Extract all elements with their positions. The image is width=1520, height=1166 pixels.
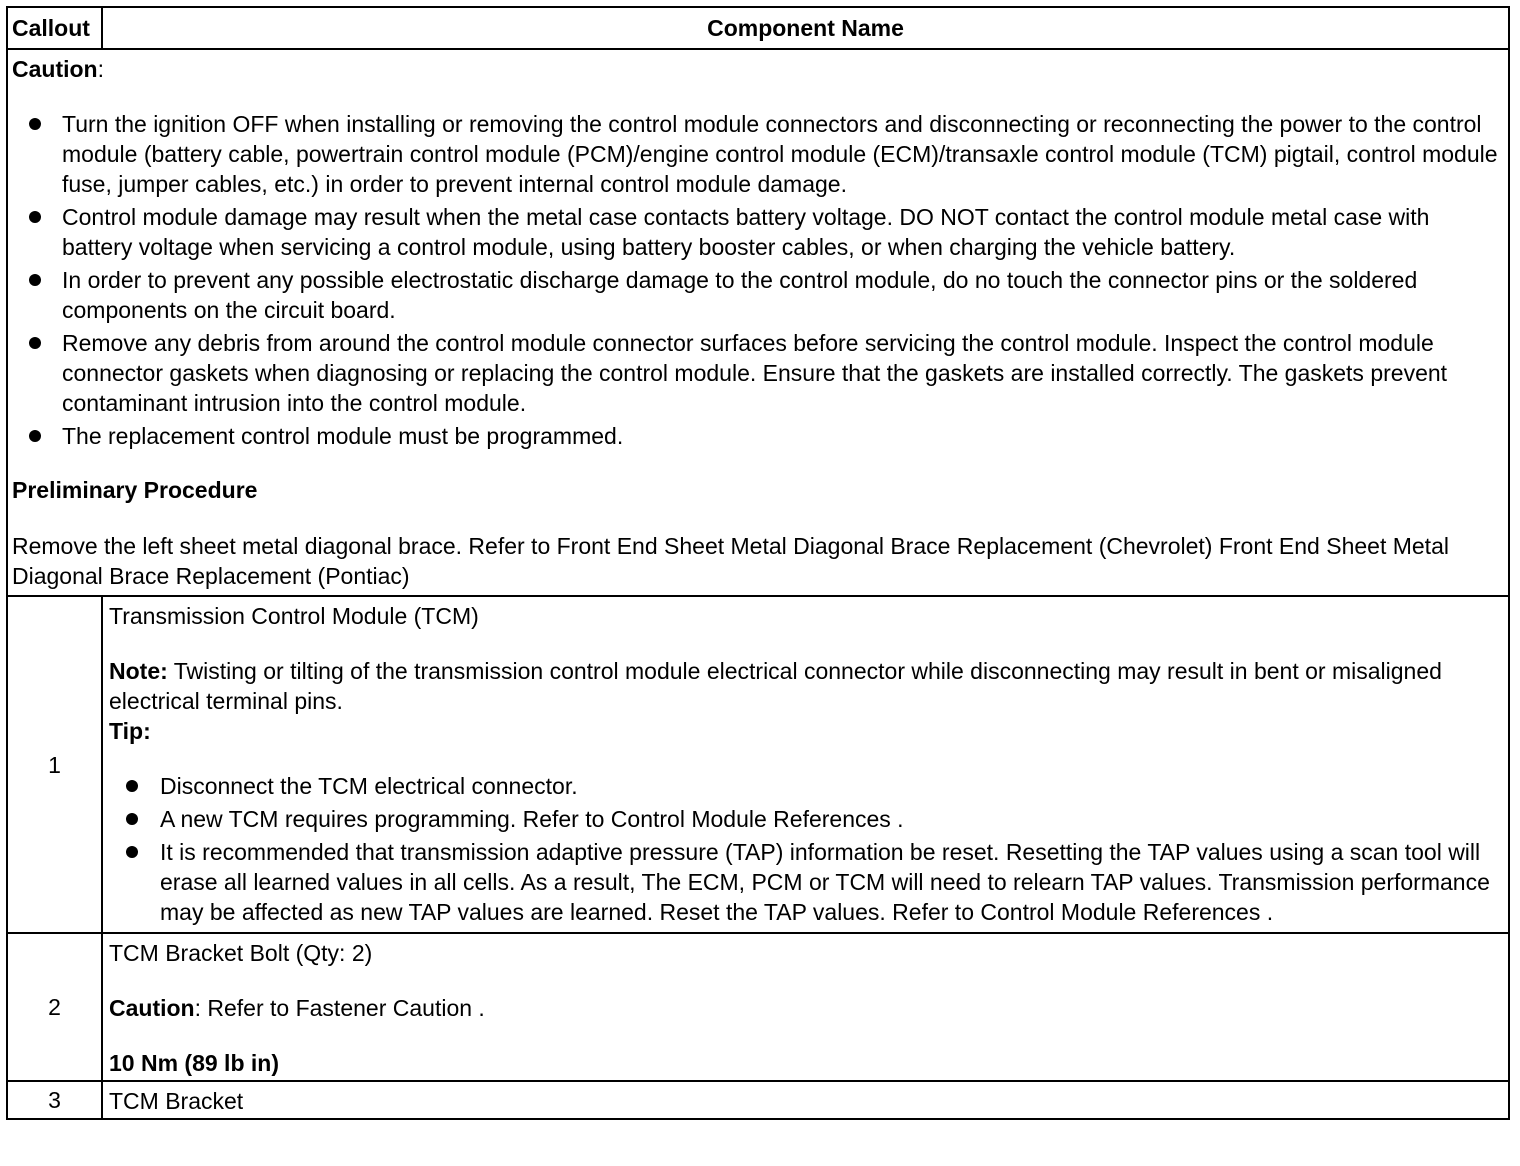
- caution-list-item: The replacement control module must be programmed.: [12, 421, 1504, 451]
- caution-list-item: In order to prevent any possible electrostatic discharge damage to the control module, do no touch the connector pins or the soldered components on the circuit board.: [12, 265, 1504, 325]
- bullet-icon: [126, 780, 138, 792]
- caution-procedure-cell: [7, 49, 1509, 596]
- callout-number: 2: [7, 933, 102, 1081]
- table-header-row: [7, 7, 1509, 49]
- bullet-icon: [126, 846, 138, 858]
- bullet-icon: [29, 337, 41, 349]
- preliminary-procedure-heading: Preliminary Procedure: [12, 477, 258, 503]
- caution-list-item: Turn the ignition OFF when installing or removing the control module connectors and disconnecting or reconnecting the power to the control module (battery cable, powertrain control module (PCM)/engine control module (ECM)/transaxle control module (TCM) pigtail, control module fuse, jumper cables, etc.) in order to prevent internal control module damage.: [12, 109, 1504, 199]
- component-cell: [102, 933, 1509, 1081]
- component-cell: [102, 596, 1509, 933]
- tip-list: [109, 771, 1504, 927]
- component-cell: [102, 1081, 1509, 1119]
- tip-list-item: It is recommended that transmission adaptive pressure (TAP) information be reset. Resetting the TAP values using a scan tool will erase all learned values in all cells. As a result, The ECM, PCM or TCM will need to relearn TAP values. Transmission performance may be affected as new TAP values are learned. Reset the TAP values. Refer to Control Module References .: [109, 837, 1504, 927]
- bullet-icon: [29, 274, 41, 286]
- callout-number: 1: [7, 596, 102, 933]
- component-name: TCM Bracket: [109, 1088, 244, 1114]
- component-name-column-header: Component Name: [102, 7, 1509, 49]
- bullet-icon: [29, 430, 41, 442]
- note-label: Note:: [109, 658, 168, 684]
- bullet-icon: [126, 813, 138, 825]
- preliminary-procedure-text: Remove the left sheet metal diagonal brace. Refer to Front End Sheet Metal Diagonal Brace Replacement (Chevrolet) Front End Sheet Metal Diagonal Brace Replacement (Pontiac): [12, 533, 1449, 589]
- tip-list-item: A new TCM requires programming. Refer to Control Module References .: [109, 804, 1504, 834]
- caution-colon: :: [97, 56, 104, 82]
- table-row: [7, 933, 1509, 1081]
- caution-label: Caution: [12, 56, 98, 82]
- table-row: [7, 1081, 1509, 1119]
- caution-procedure-row: [7, 49, 1509, 596]
- callout-column-header: Callout: [7, 7, 102, 49]
- caution-text: Caution: Refer to Fastener Caution .: [109, 995, 485, 1021]
- component-name: Transmission Control Module (TCM): [109, 603, 479, 629]
- tip-label: Tip:: [109, 718, 151, 744]
- callout-number: 3: [7, 1081, 102, 1119]
- note-text: Note: Twisting or tilting of the transmission control module electrical connector while disconnecting may result in bent or misaligned electrical terminal pins.: [109, 658, 1442, 714]
- torque-spec: 10 Nm (89 lb in): [109, 1050, 279, 1076]
- bullet-icon: [29, 211, 41, 223]
- component-table: [6, 6, 1510, 1120]
- caution-list-item: Remove any debris from around the control module connector surfaces before servicing the control module. Inspect the control module connector gaskets when diagnosing or replacing the control module. Ensure that the gaskets are installed correctly. The gaskets prevent contaminant intrusion into the control module.: [12, 328, 1504, 418]
- caution-label: Caution: [109, 995, 195, 1021]
- caution-list: [12, 109, 1504, 451]
- caution-heading: [12, 54, 1504, 84]
- table-row: [7, 596, 1509, 933]
- caution-list-item: Control module damage may result when the metal case contacts battery voltage. DO NOT contact the control module metal case with battery voltage when servicing a control module, using battery booster cables, or when charging the vehicle battery.: [12, 202, 1504, 262]
- component-name: TCM Bracket Bolt (Qty: 2): [109, 940, 373, 966]
- bullet-icon: [29, 118, 41, 130]
- tip-list-item: Disconnect the TCM electrical connector.: [109, 771, 1504, 801]
